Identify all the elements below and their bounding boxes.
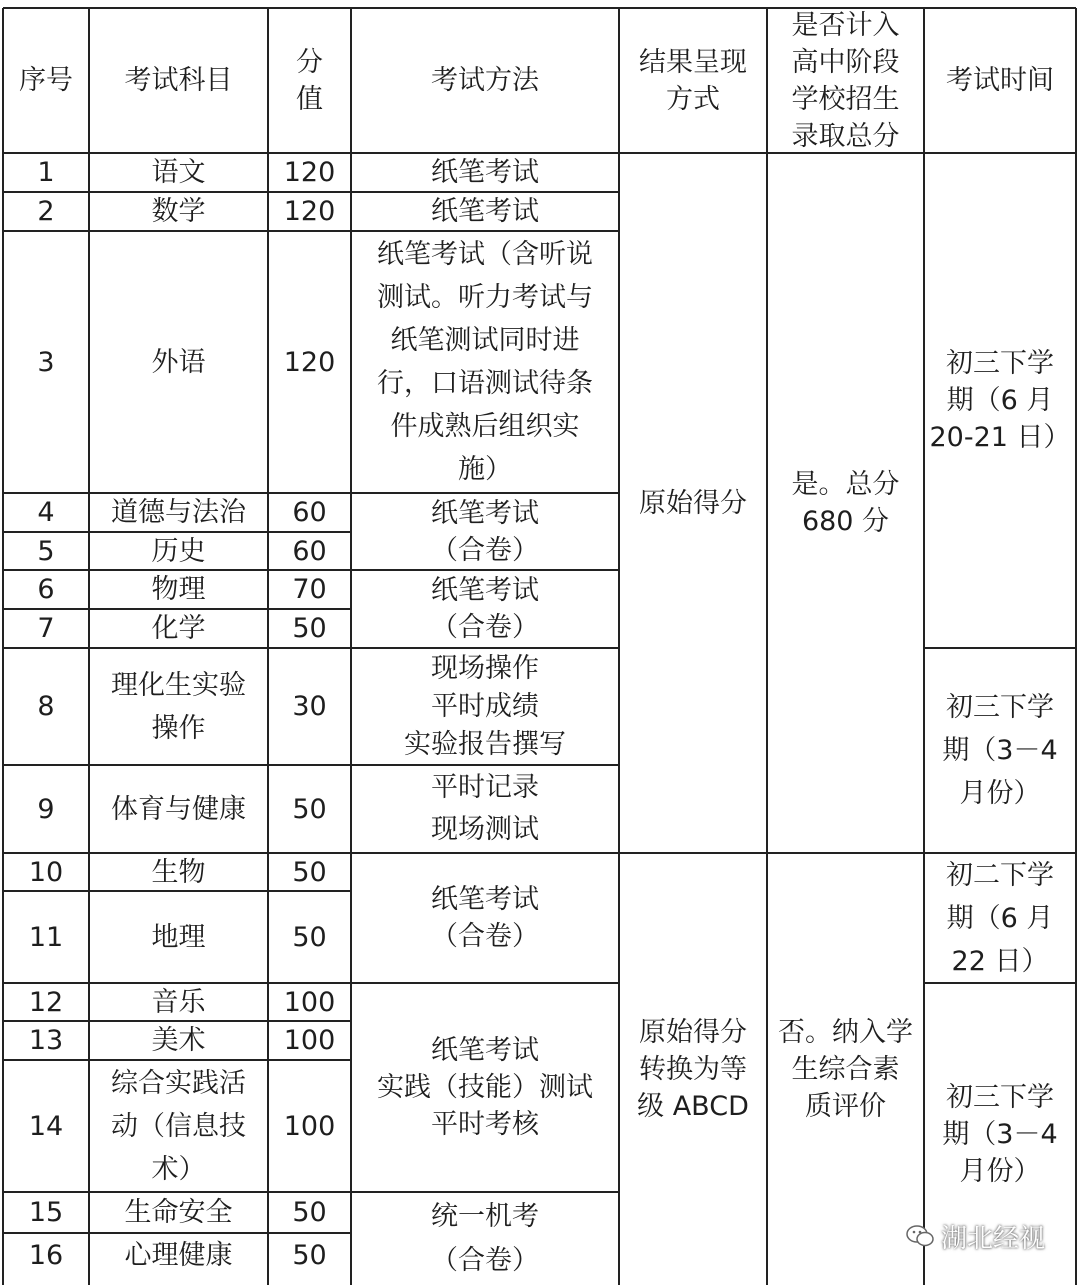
header-result: 结果呈现 方式 [639,46,747,115]
row-6-no: 6 [37,574,55,605]
method-cell-8: 现场操作 平时成绩 实验报告撰写 [404,652,566,760]
row-13-score: 100 [283,1025,336,1056]
row-9-no: 9 [37,793,55,825]
method-cell-2: 纸笔考试 [431,196,539,227]
row-8-subject: 理化生实验 操作 [111,669,246,744]
row-16-score: 50 [292,1240,327,1271]
row-15-subject: 生命安全 [124,1197,233,1228]
header-seq: 序号 [19,65,73,96]
row-12-subject: 音乐 [151,986,206,1018]
row-7-no: 7 [37,613,55,644]
row-9-score: 50 [292,793,327,825]
time-cell-1: 初三下学 期（6 月 20-21 日） [929,348,1071,453]
method-cell-9: 平时记录 现场测试 [431,772,539,845]
row-3-no: 3 [37,346,55,378]
row-5-subject: 历史 [151,535,206,567]
result-cell-1: 原始得分 [639,487,747,519]
header-counted: 是否计入 高中阶段 学校招生 录取总分 [791,9,900,152]
method-cell-4-5: 纸笔考试 （合卷） [431,497,539,566]
header-time: 考试时间 [946,65,1054,96]
row-15-score: 50 [292,1197,327,1228]
row-7-score: 50 [292,613,327,644]
row-14-subject: 综合实践活 动（信息技 术） [111,1067,246,1185]
row-7-subject: 化学 [151,613,206,644]
counted-cell-1: 是。总分 680 分 [791,469,900,537]
method-cell-6-7: 纸笔考试 （合卷） [431,575,539,643]
row-13-subject: 美术 [151,1025,206,1056]
row-14-score: 100 [283,1110,336,1142]
time-cell-2: 初三下学 期（3－4 月份） [942,692,1058,809]
row-9-subject: 体育与健康 [111,793,246,825]
method-cell-3: 纸笔考试（含听说 测试。听力考试与 纸笔测试同时进 行，口语测试待条 件成熟后组织实 施） [377,239,593,485]
row-2-no: 2 [37,196,55,227]
row-6-score: 70 [292,574,327,605]
counted-cell-2: 否。纳入学 生综合素 质评价 [778,1016,913,1122]
row-2-score: 120 [283,196,336,227]
time-cell-4: 初三下学 期（3－4 月份） [942,1081,1058,1187]
row-4-score: 60 [292,497,327,528]
header-subject: 考试科目 [124,65,233,96]
row-11-no: 11 [28,921,64,953]
row-8-no: 8 [37,691,55,722]
row-10-score: 50 [292,856,327,888]
row-4-no: 4 [37,497,55,528]
row-5-score: 60 [292,535,327,567]
row-15-no: 15 [28,1197,64,1228]
row-10-subject: 生物 [151,856,206,888]
method-cell-15-16: 统一机考 （合卷） [431,1200,539,1276]
row-1-subject: 语文 [151,157,206,188]
row-12-score: 100 [283,986,336,1018]
row-13-no: 13 [28,1025,64,1056]
time-cell-3: 初二下学 期（6 月 22 日） [946,859,1054,977]
row-16-no: 16 [28,1240,64,1271]
watermark-text: 湖北经视 [941,1223,1046,1254]
method-cell-1: 纸笔考试 [431,157,539,188]
row-1-no: 1 [37,157,55,188]
method-cell-12-14: 纸笔考试 实践（技能）测试 平时考核 [377,1035,593,1140]
row-4-subject: 道德与法治 [111,497,246,528]
watermark [905,1212,1045,1260]
row-3-score: 120 [283,346,336,378]
header-score: 分 值 [296,46,323,115]
row-16-subject: 心理健康 [124,1240,233,1271]
result-cell-2: 原始得分 转换为等 级 ABCD [637,1016,749,1122]
row-3-subject: 外语 [151,346,206,378]
row-5-no: 5 [37,535,55,567]
row-11-subject: 地理 [151,921,206,953]
row-8-score: 30 [292,691,327,722]
row-10-no: 10 [28,856,64,888]
header-method: 考试方法 [431,65,539,96]
row-2-subject: 数学 [151,196,206,227]
row-6-subject: 物理 [151,574,206,605]
row-14-no: 14 [28,1110,64,1142]
method-cell-10-11: 纸笔考试 （合卷） [431,884,539,952]
row-12-no: 12 [28,986,64,1018]
row-11-score: 50 [292,921,327,953]
row-1-score: 120 [283,157,336,188]
wechat-icon [905,1223,935,1249]
